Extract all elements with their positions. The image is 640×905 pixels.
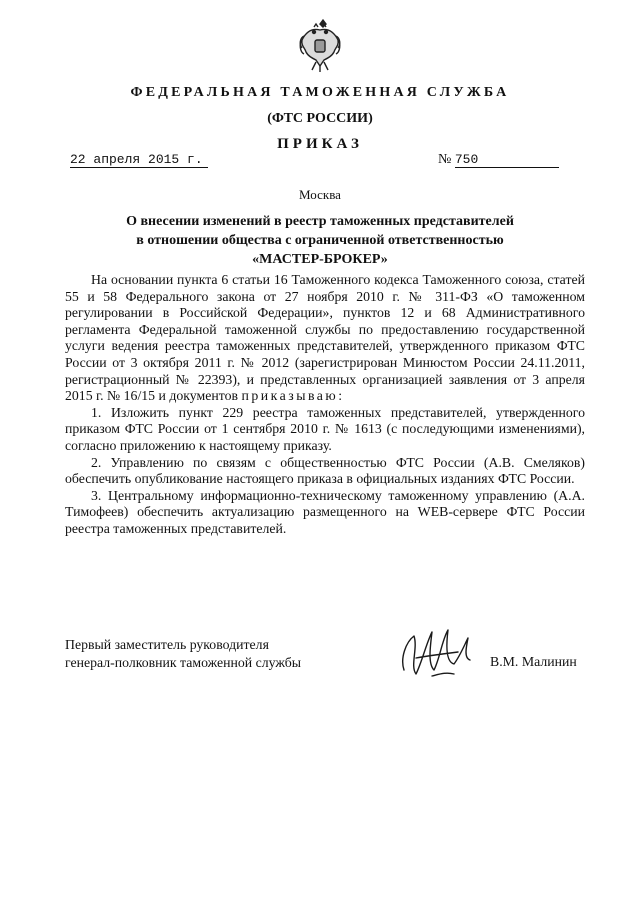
order-number: 750: [455, 152, 559, 168]
signature-icon: [396, 618, 486, 684]
order-body: [65, 272, 585, 538]
position-line-2: генерал-полковник таможенной службы: [65, 655, 301, 670]
number-label: №: [438, 152, 452, 167]
agency-abbreviation: (ФТС РОССИИ): [267, 111, 373, 126]
signatory-position: [65, 636, 301, 672]
item-2: 2. Управлению по связям с общественностью ФТС России (А.В. Смеляков) обеспечить опубликование настоящего приказа в официальных изданиях ФТС России.: [65, 454, 585, 487]
coat-of-arms-icon: [296, 18, 344, 74]
city: Москва: [299, 187, 341, 202]
document-type: ПРИКАЗ: [277, 136, 363, 152]
preamble-text: На основании пункта 6 статьи 16 Таможенного кодекса Таможенного союза, статей 55 и 58 Федерального закона от 27 ноября 2010 г. № 311-ФЗ «О таможенном регулировании в Российской Федерации», пунктов 12 и 68 Административного регламента Федеральной таможенной службы по предоставлению государственной услуги ведения реестра таможенных представителей, утвержденного приказом ФТС России от 3 октября 2011 г. № 2012 (зарегистрирован Минюстом России 24.11.2011, регистрационный № 22393), и представленных организацией заявления от 3 апреля 2015 г. № 16/15 и документов: [65, 272, 585, 404]
signatory-name: В.М. Малинин: [490, 654, 577, 669]
title-line-3: «МАСТЕР-БРОКЕР»: [252, 252, 388, 267]
item-1: 1. Изложить пункт 229 реестра таможенных представителей, утвержденного приказом ФТС России от 1 сентября 2010 г. № 1613 (с последующими изменениями), согласно приложению к настоящему приказу.: [65, 404, 585, 453]
title-line-2: в отношении общества с ограниченной ответственностью: [136, 233, 504, 248]
order-word: приказываю:: [241, 388, 345, 404]
title-line-1: О внесении изменений в реестр таможенных представителей: [126, 214, 514, 229]
agency-name: ФЕДЕРАЛЬНАЯ ТАМОЖЕННАЯ СЛУЖБА: [130, 85, 510, 100]
order-date: 22 апреля 2015 г.: [70, 152, 208, 168]
order-title: [0, 212, 640, 269]
position-line-1: Первый заместитель руководителя: [65, 637, 269, 652]
preamble-paragraph: [65, 272, 585, 405]
item-3: 3. Центральному информационно-техническому таможенному управлению (А.А. Тимофеев) обеспечить актуализацию размещенного на WEB-сервере ФТС России реестра таможенных представителей.: [65, 487, 585, 536]
order-number-block: [438, 152, 574, 168]
